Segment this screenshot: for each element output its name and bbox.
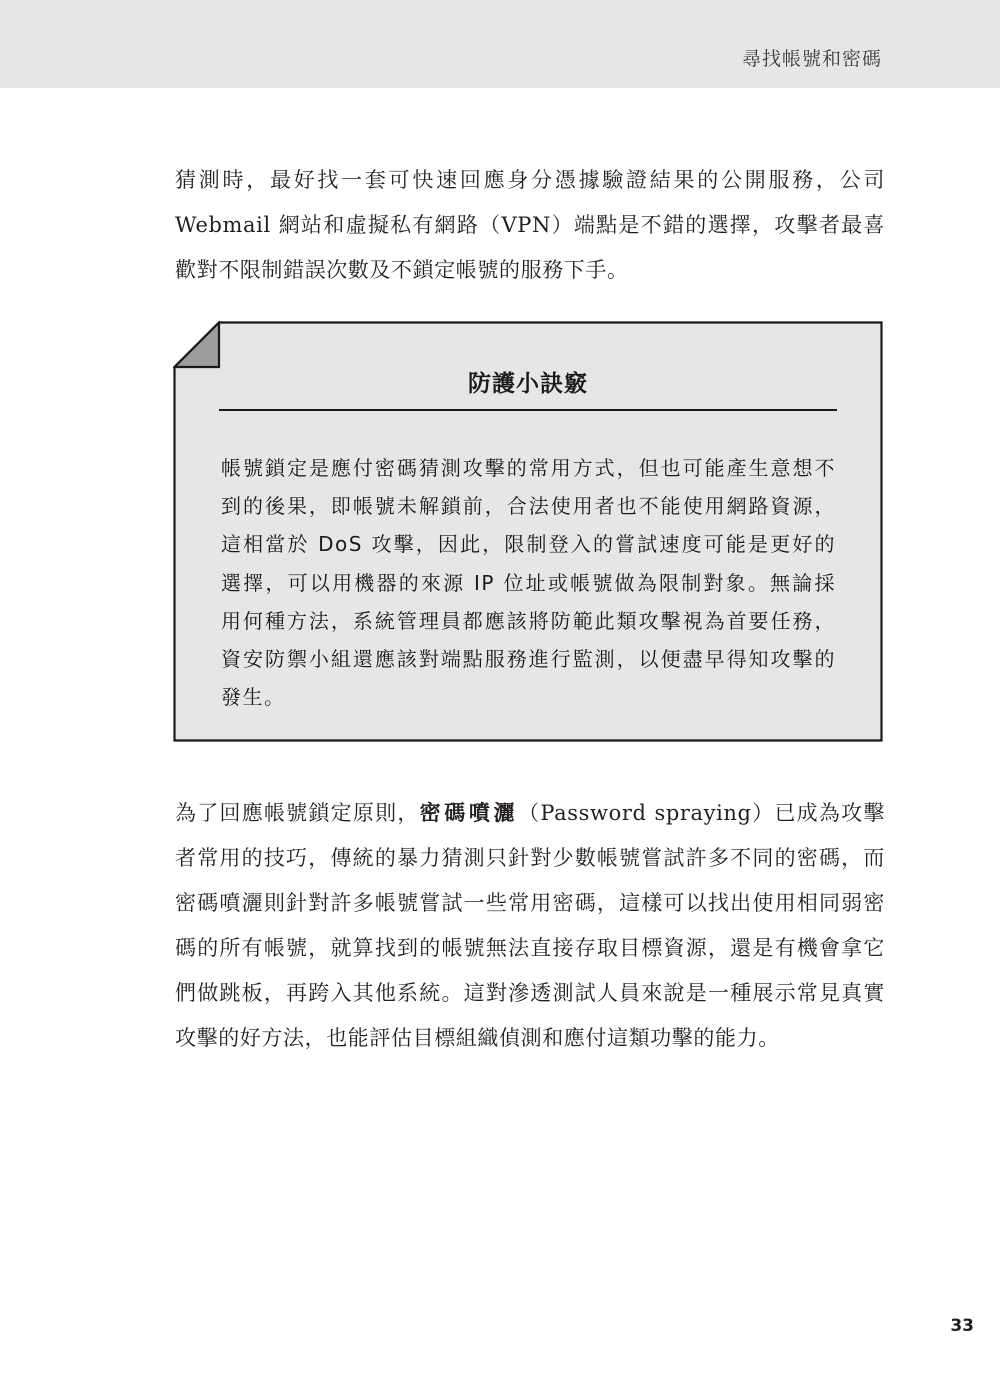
spraying-rest: （Password spraying）已成為攻擊者常用的技巧，傳統的暴力猜測只針對少數帳號嘗試許多不同的密碼，而密碼噴灑則針對許多帳號嘗試一些常用密碼，這樣可以找出使用相同弱密碼的所有帳號，就算找到的帳號無法直接存取目標資源，還是有機會拿它們做跳板，再跨入其他系統。這對滲透測試人員來說是一種展示常見真實攻擊的好方法，也能評估目標組織偵測和應付這類功擊的能力。: [175, 801, 885, 1050]
tip-box: [173, 321, 883, 742]
spraying-paragraph: [175, 790, 885, 1061]
running-head: 尋找帳號和密碼: [741, 48, 882, 70]
page-number: 33: [950, 1316, 974, 1336]
intro-paragraph: 猜測時，最好找一套可快速回應身分憑據驗證結果的公開服務，公司 Webmail 網站和虛擬私有網路（VPN）端點是不錯的選擇，攻擊者最喜歡對不限制錯誤次數及不鎖定帳號的服務下手。: [175, 168, 885, 282]
password-spraying-keyword: 密碼噴灑: [419, 800, 519, 825]
tip-box-divider: [219, 409, 837, 411]
tip-box-body: 帳號鎖定是應付密碼猜測攻擊的常用方式，但也可能產生意想不到的後果，即帳號未解鎖前，合法使用者也不能使用網路資源，這相當於 DoS 攻擊，因此，限制登入的嘗試速度可能是更好的選擇，可以用機器的來源 IP 位址或帳號做為限制對象。無論採用何種方法，系統管理員都應該將防範此類攻擊視為首要任務，資安防禦小組還應該對端點服務進行監測，以便盡早得知攻擊的發生。: [221, 456, 836, 710]
tip-box-title: 防護小訣竅: [468, 371, 588, 397]
folded-corner-icon: [175, 323, 220, 368]
spraying-lead: 為了回應帳號鎖定原則，: [175, 801, 420, 825]
